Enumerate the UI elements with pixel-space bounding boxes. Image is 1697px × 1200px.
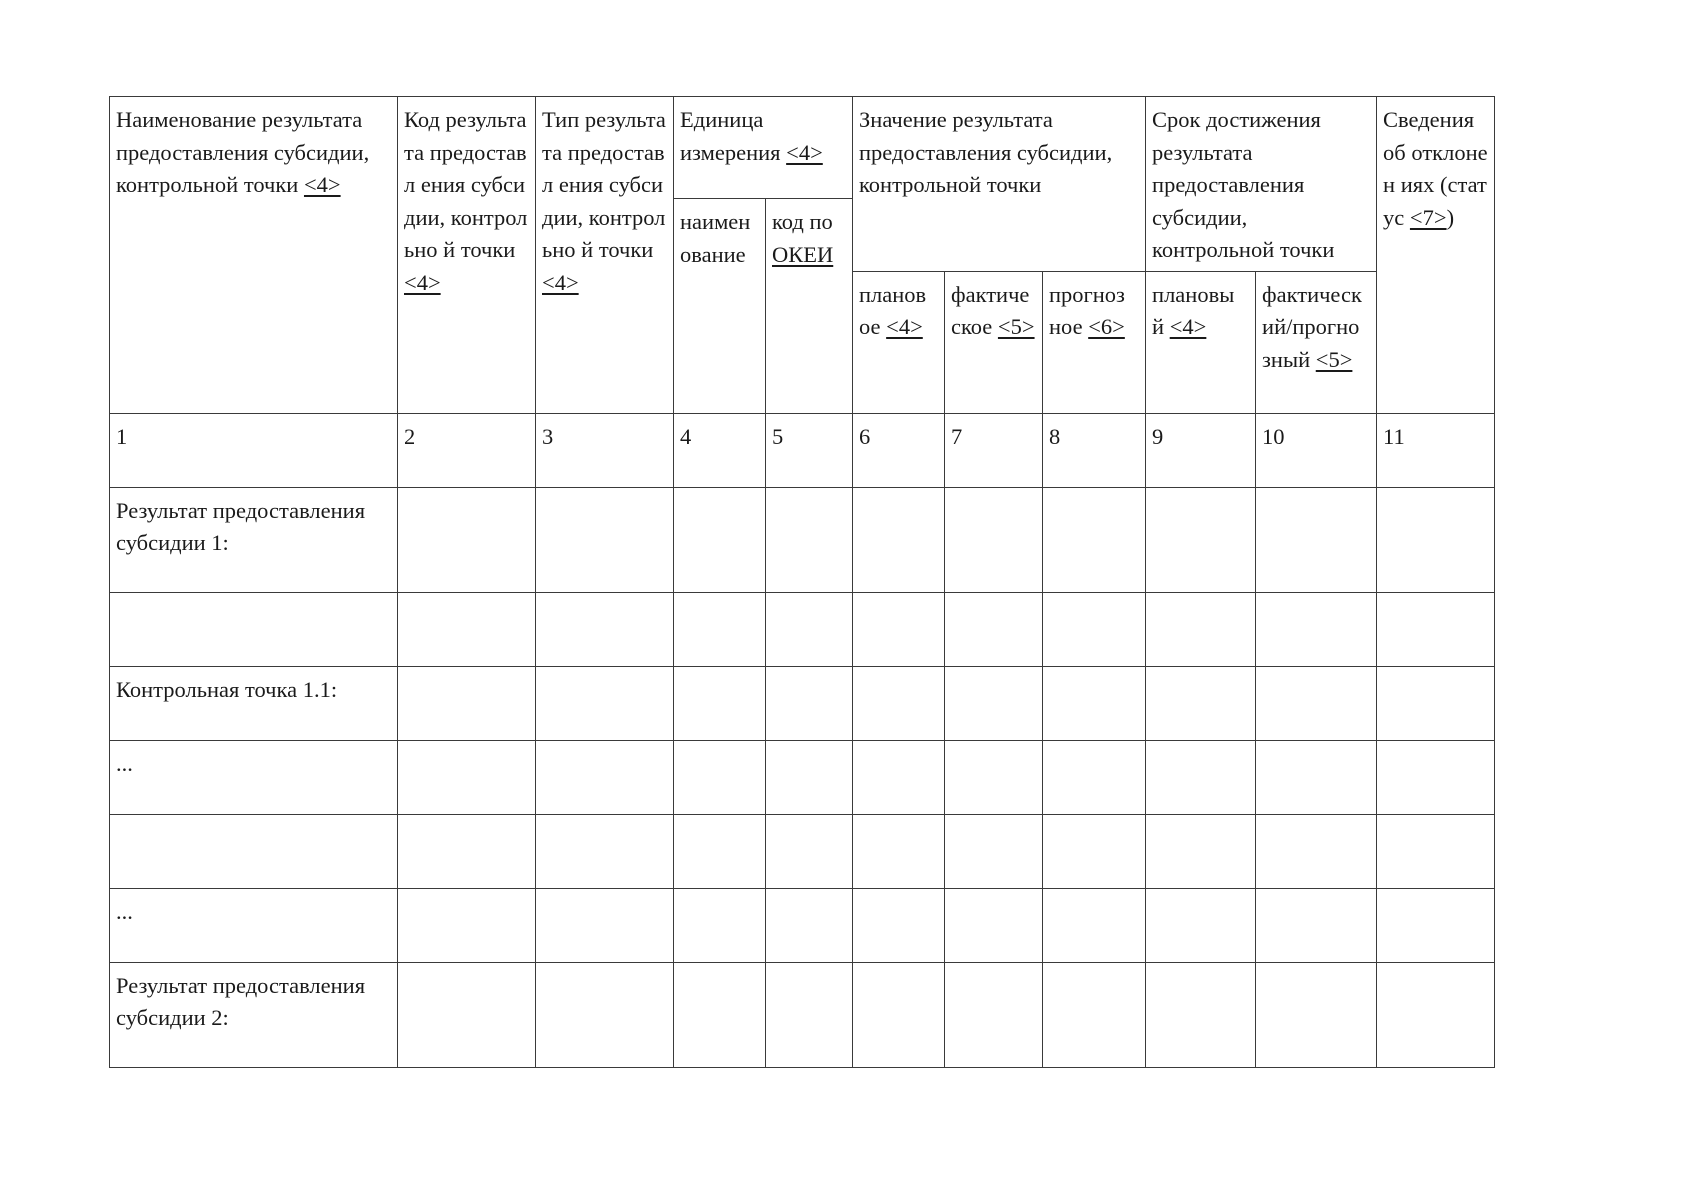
- empty-cell[interactable]: [945, 487, 1043, 592]
- empty-cell[interactable]: [398, 740, 536, 814]
- empty-cell[interactable]: [766, 888, 853, 962]
- empty-cell[interactable]: [1146, 814, 1256, 888]
- header-unit-group: Единица измерения <4>: [674, 97, 853, 199]
- header-value-group: Значение результата предоставления субсидии, контрольной точки: [853, 97, 1146, 272]
- empty-cell[interactable]: [398, 666, 536, 740]
- empty-cell[interactable]: [1377, 592, 1495, 666]
- empty-cell[interactable]: [853, 740, 945, 814]
- empty-cell[interactable]: [674, 740, 766, 814]
- empty-cell[interactable]: [1146, 666, 1256, 740]
- empty-cell[interactable]: [674, 487, 766, 592]
- column-numbers-row: [110, 413, 1495, 487]
- footnote-ref[interactable]: <6>: [1088, 314, 1125, 339]
- footnote-ref[interactable]: <4>: [542, 269, 579, 295]
- header-value-actual: фактиче ское <5>: [945, 271, 1043, 413]
- empty-cell[interactable]: [1256, 666, 1377, 740]
- empty-cell[interactable]: [536, 592, 674, 666]
- footnote-ref[interactable]: <4>: [786, 139, 823, 165]
- footnote-ref[interactable]: <4>: [886, 314, 923, 339]
- row-label-cell: Контрольная точка 1.1:: [110, 666, 398, 740]
- header-unit-code: код по ОКЕИ: [766, 199, 853, 414]
- empty-cell[interactable]: [766, 592, 853, 666]
- column-number: 2: [398, 413, 536, 487]
- header-value-forecast: прогноз ное <6>: [1043, 271, 1146, 413]
- column-number: 1: [110, 413, 398, 487]
- empty-cell[interactable]: [945, 740, 1043, 814]
- empty-cell[interactable]: [1256, 814, 1377, 888]
- column-number: 7: [945, 413, 1043, 487]
- footnote-ref[interactable]: <5>: [1315, 346, 1353, 372]
- footnote-ref[interactable]: <4>: [1169, 314, 1207, 339]
- column-number: 3: [536, 413, 674, 487]
- report-sheet: [109, 96, 1495, 1068]
- empty-cell[interactable]: [536, 666, 674, 740]
- table-row: [110, 487, 1495, 592]
- empty-cell[interactable]: [398, 487, 536, 592]
- header-row-1: [110, 97, 1495, 199]
- empty-cell[interactable]: [1377, 740, 1495, 814]
- empty-cell[interactable]: [674, 962, 766, 1067]
- column-number: 5: [766, 413, 853, 487]
- empty-cell[interactable]: [853, 592, 945, 666]
- empty-cell[interactable]: [536, 814, 674, 888]
- empty-cell[interactable]: [766, 814, 853, 888]
- empty-cell[interactable]: [853, 666, 945, 740]
- row-label-cell: [110, 592, 398, 666]
- empty-cell[interactable]: [1256, 592, 1377, 666]
- row-label-cell: ...: [110, 888, 398, 962]
- empty-cell[interactable]: [1146, 962, 1256, 1067]
- empty-cell[interactable]: [536, 487, 674, 592]
- empty-cell[interactable]: [1043, 740, 1146, 814]
- empty-cell[interactable]: [674, 666, 766, 740]
- row-label-cell: Результат предоставления субсидии 2:: [110, 962, 398, 1067]
- empty-cell[interactable]: [1043, 592, 1146, 666]
- empty-cell[interactable]: [536, 962, 674, 1067]
- empty-cell[interactable]: [945, 592, 1043, 666]
- empty-cell[interactable]: [1043, 888, 1146, 962]
- empty-cell[interactable]: [1256, 740, 1377, 814]
- empty-cell[interactable]: [1256, 888, 1377, 962]
- empty-cell[interactable]: [945, 962, 1043, 1067]
- empty-cell[interactable]: [1043, 962, 1146, 1067]
- empty-cell[interactable]: [1043, 814, 1146, 888]
- empty-cell[interactable]: [674, 592, 766, 666]
- footnote-ref[interactable]: <4>: [404, 269, 441, 295]
- table-row: [110, 592, 1495, 666]
- header-deadline-actual: фактическ ий/прогно зный <5>: [1256, 271, 1377, 413]
- empty-cell[interactable]: [1146, 740, 1256, 814]
- row-label-cell: ...: [110, 740, 398, 814]
- table-row: [110, 888, 1495, 962]
- column-number: 8: [1043, 413, 1146, 487]
- column-number: 9: [1146, 413, 1256, 487]
- empty-cell[interactable]: [674, 814, 766, 888]
- empty-cell[interactable]: [766, 666, 853, 740]
- empty-cell[interactable]: [1146, 592, 1256, 666]
- empty-cell[interactable]: [536, 740, 674, 814]
- empty-cell[interactable]: [1043, 666, 1146, 740]
- empty-cell[interactable]: [945, 666, 1043, 740]
- empty-cell[interactable]: [1377, 962, 1495, 1067]
- empty-cell[interactable]: [945, 888, 1043, 962]
- empty-cell[interactable]: [1377, 814, 1495, 888]
- empty-cell[interactable]: [1377, 888, 1495, 962]
- empty-cell[interactable]: [1043, 487, 1146, 592]
- subsidy-results-table: [109, 96, 1495, 1068]
- footnote-ref[interactable]: <5>: [997, 314, 1035, 339]
- header-result-code: Код результата предоставл ения субсидии, контрольно й точки <4>: [398, 97, 536, 414]
- empty-cell[interactable]: [766, 740, 853, 814]
- header-deadline-group: Срок достижения результата предоставления субсидии, контрольной точки: [1146, 97, 1377, 272]
- empty-cell[interactable]: [1146, 487, 1256, 592]
- empty-cell[interactable]: [398, 962, 536, 1067]
- row-label-cell: [110, 814, 398, 888]
- header-result-name: Наименование результата предоставления субсидии, контрольной точки <4>: [110, 97, 398, 414]
- okei-link[interactable]: ОКЕИ: [772, 241, 834, 267]
- header-deadline-planned: плановы й <4>: [1146, 271, 1256, 413]
- empty-cell[interactable]: [853, 814, 945, 888]
- empty-cell[interactable]: [853, 487, 945, 592]
- table-row: [110, 962, 1495, 1067]
- empty-cell[interactable]: [1146, 888, 1256, 962]
- header-unit-name: наимен ование: [674, 199, 766, 414]
- empty-cell[interactable]: [398, 592, 536, 666]
- footnote-ref[interactable]: <7>: [1409, 204, 1447, 230]
- header-value-planned: планов ое <4>: [853, 271, 945, 413]
- empty-cell[interactable]: [536, 888, 674, 962]
- empty-cell[interactable]: [766, 962, 853, 1067]
- table-row: [110, 814, 1495, 888]
- empty-cell[interactable]: [1256, 962, 1377, 1067]
- empty-cell[interactable]: [1256, 487, 1377, 592]
- column-number: 10: [1256, 413, 1377, 487]
- empty-cell[interactable]: [945, 814, 1043, 888]
- footnote-ref[interactable]: <4>: [303, 172, 341, 197]
- column-number: 6: [853, 413, 945, 487]
- empty-cell[interactable]: [853, 962, 945, 1067]
- empty-cell[interactable]: [398, 888, 536, 962]
- column-number: 11: [1377, 413, 1495, 487]
- header-result-type: Тип результата предоставл ения субсидии, контрольно й точки <4>: [536, 97, 674, 414]
- row-label-cell: Результат предоставления субсидии 1:: [110, 487, 398, 592]
- empty-cell[interactable]: [398, 814, 536, 888]
- empty-cell[interactable]: [1377, 487, 1495, 592]
- table-row: [110, 740, 1495, 814]
- empty-cell[interactable]: [853, 888, 945, 962]
- empty-cell[interactable]: [766, 487, 853, 592]
- column-number: 4: [674, 413, 766, 487]
- table-row: [110, 666, 1495, 740]
- header-deviation-info: Сведения об отклонен иях (статус <7>): [1377, 97, 1495, 414]
- empty-cell[interactable]: [1377, 666, 1495, 740]
- table-body: [110, 487, 1495, 1067]
- empty-cell[interactable]: [674, 888, 766, 962]
